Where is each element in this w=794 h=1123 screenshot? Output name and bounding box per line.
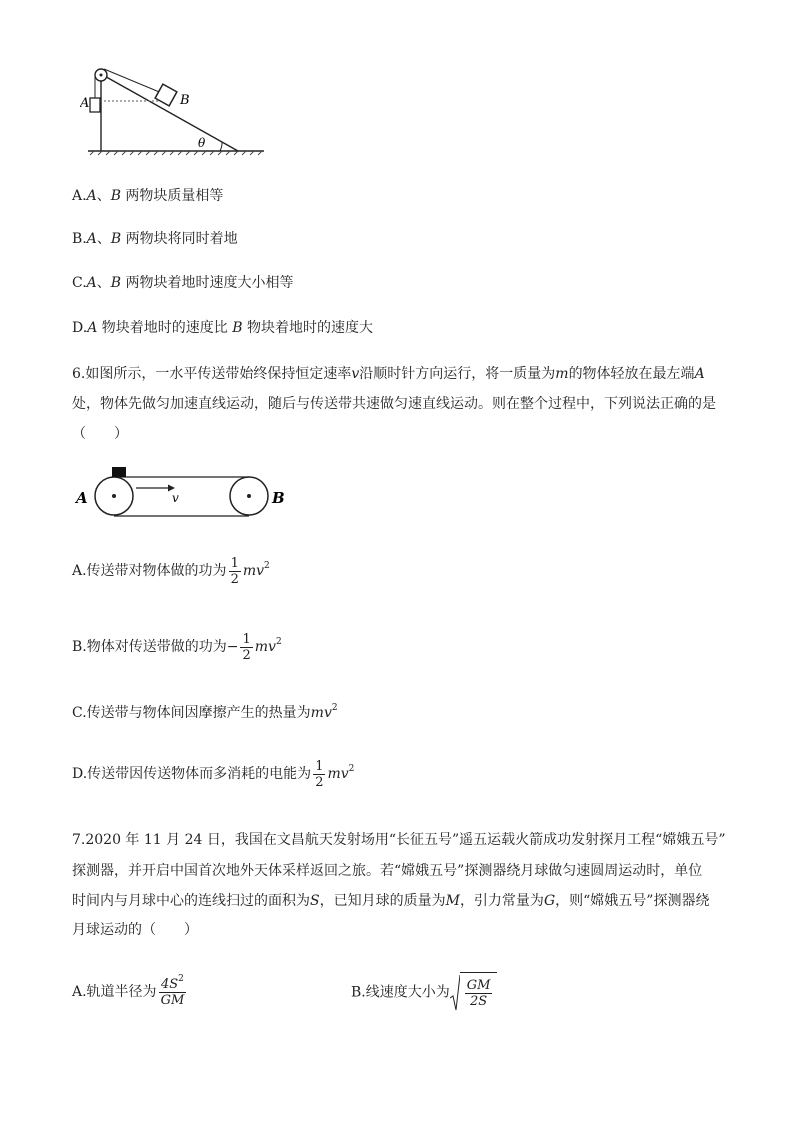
q5-option-c[interactable]: C.A、B 两物块着地时速度大小相等: [72, 275, 294, 291]
q6-stem-line-2: 处，物体先做匀加速直线运动，随后与传送带共速做匀速直线运动。则在整个过程中，下列说法正确的是: [72, 396, 716, 412]
q5-option-d[interactable]: D.A 物块着地时的速度比 B 物块着地时的速度大: [72, 320, 373, 336]
label-velocity: v: [172, 491, 179, 505]
label-end-a: A: [76, 489, 88, 507]
conveyor-belt-figure: [74, 464, 294, 524]
label-block-a: A: [80, 96, 90, 111]
q6-option-c[interactable]: C.传送带与物体间因摩擦产生的热量为$mv^2$: [72, 703, 338, 721]
q7-stem-line-3: 时间内与月球中心的连线扫过的面积为S，已知月球的质量为M，引力常量为G，则“嫦娥五号”探测器绕: [72, 893, 710, 909]
incline-pulley-figure: [80, 62, 270, 160]
q7-stem-line-1: 7.2020 年 11 月 24 日，我国在文昌航天发射场用“长征五号”遥五运载火箭成功发射探月工程“嫦娥五号”: [72, 832, 726, 848]
fraction-one-half: $\frac{1}{2}$: [230, 555, 239, 587]
q6-option-d[interactable]: D.传送带因传送物体而多消耗的电能为 $\frac{1}{2}$ $mv^2$: [72, 758, 355, 790]
label-block-b: B: [180, 93, 190, 108]
q7-option-b[interactable]: B.线速度大小为 $\frac{GM}{2S}$: [351, 972, 497, 1013]
radical-sign-icon: [450, 974, 460, 1012]
q7-stem-line-4: 月球运动的（ ）: [72, 922, 198, 938]
label-end-b: B: [272, 489, 285, 507]
square-root-expression: $\frac{GM}{2S}$: [450, 972, 498, 1013]
q5-option-b[interactable]: B.A、B 两物块将同时着地: [72, 231, 238, 247]
q6-stem-line-3: （ ）: [72, 426, 128, 442]
fraction-one-half: $\frac{1}{2}$: [315, 758, 324, 790]
fraction-one-half: $\frac{1}{2}$: [242, 631, 251, 663]
q6-option-b[interactable]: B.物体对传送带做的功为− $\frac{1}{2}$ $mv^2$: [72, 631, 282, 663]
q5-option-a[interactable]: A.A、B 两物块质量相等: [72, 188, 224, 204]
q6-stem-line-1: 6.如图所示，一水平传送带始终保持恒定速率v沿顺时针方向运行，将一质量为m的物体轻放在最左端A: [72, 366, 705, 382]
fraction-4s2-over-gm: $\frac{4S^2}{GM}$: [160, 973, 185, 1008]
q7-option-a[interactable]: A.轨道半径为 $\frac{4S^2}{GM}$: [72, 973, 185, 1008]
q7-stem-line-2: 探测器，并开启中国首次地外天体采样返回之旅。若“嫦娥五号”探测器绕月球做匀速圆周运动时，单位: [72, 863, 703, 879]
q6-option-a[interactable]: A.传送带对物体做的功为 $\frac{1}{2}$ $mv^2$: [72, 555, 270, 587]
label-theta: θ: [198, 136, 206, 150]
